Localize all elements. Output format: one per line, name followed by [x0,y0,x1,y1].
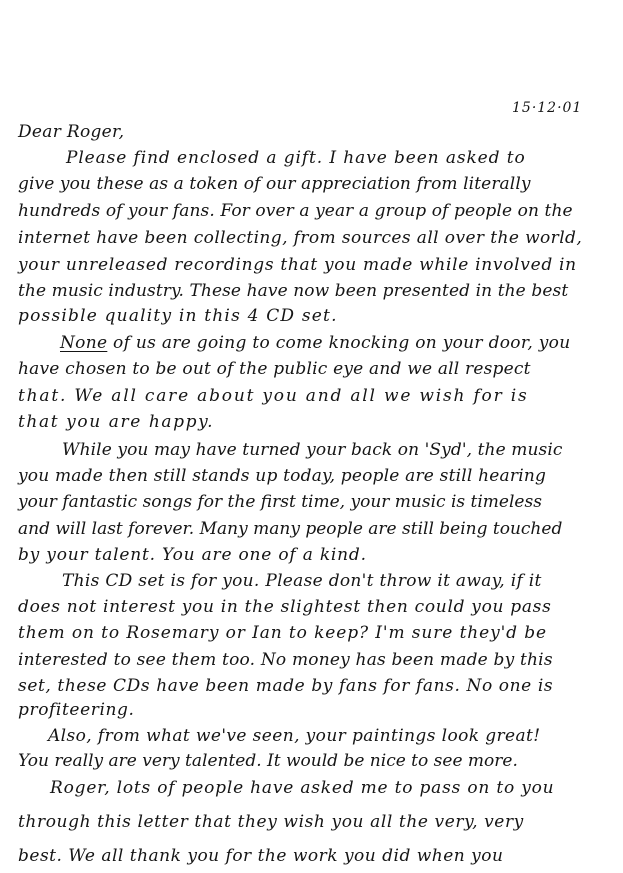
letter-line-10: that. We all care about you and all we wish for is [18,386,529,406]
letter-line-8-text: of us are going to come knocking on your door, you [113,333,571,353]
letter-line-23: Also, from what we've seen, your paintings look great! [48,726,541,746]
letter-line-20: interested to see them too. No money has been made by this [18,650,553,670]
letter-line-16: by your talent. You are one of a kind. [18,545,367,565]
letter-line-17: This CD set is for you. Please don't throw it away, if it [62,571,542,591]
letter-line-3: hundreds of your fans. For over a year a group of people on the [18,201,573,221]
letter-line-14: your fantastic songs for the first time, your music is timeless [18,492,542,512]
letter-line-12: While you may have turned your back on 'Syd', the music [62,440,563,460]
letter-line-13: you made then still stands up today, people are still hearing [18,466,547,486]
emphasis-word-none: None [60,333,108,353]
letter-line-11: that you are happy. [18,412,215,432]
letter-line-7: possible quality in this 4 CD set. [18,306,338,326]
letter-line-4: internet have been collecting, from sources all over the world, [18,228,583,248]
letter-line-15: and will last forever. Many many people are still being touched [18,519,563,539]
letter-line-19: them on to Rosemary or Ian to keep? I'm sure they'd be [18,623,548,643]
letter-line-6: the music industry. These have now been presented in the best [18,281,569,301]
letter-line-25: Roger, lots of people have asked me to pass on to you [50,778,555,798]
letter-date: 15·12·01 [512,100,583,116]
letter-line-2: give you these as a token of our appreciation from literally [18,174,531,194]
letter-line-27: best. We all thank you for the work you did when you [18,846,504,866]
letter-line-5: your unreleased recordings that you made while involved in [18,255,577,275]
letter-line-8 [60,333,570,353]
letter-line-22: profiteering. [18,700,135,720]
letter-line-24: You really are very talented. It would be nice to see more. [18,751,518,771]
letter-line-9: have chosen to be out of the public eye and we all respect [18,359,531,379]
letter-line-26: through this letter that they wish you all the very, very [18,812,524,832]
letter-line-21: set, these CDs have been made by fans for fans. No one is [18,676,554,696]
letter-line-1: Please find enclosed a gift. I have been asked to [66,148,526,168]
letter-line-18: does not interest you in the slightest then could you pass [18,597,552,617]
salutation: Dear Roger, [18,122,125,142]
